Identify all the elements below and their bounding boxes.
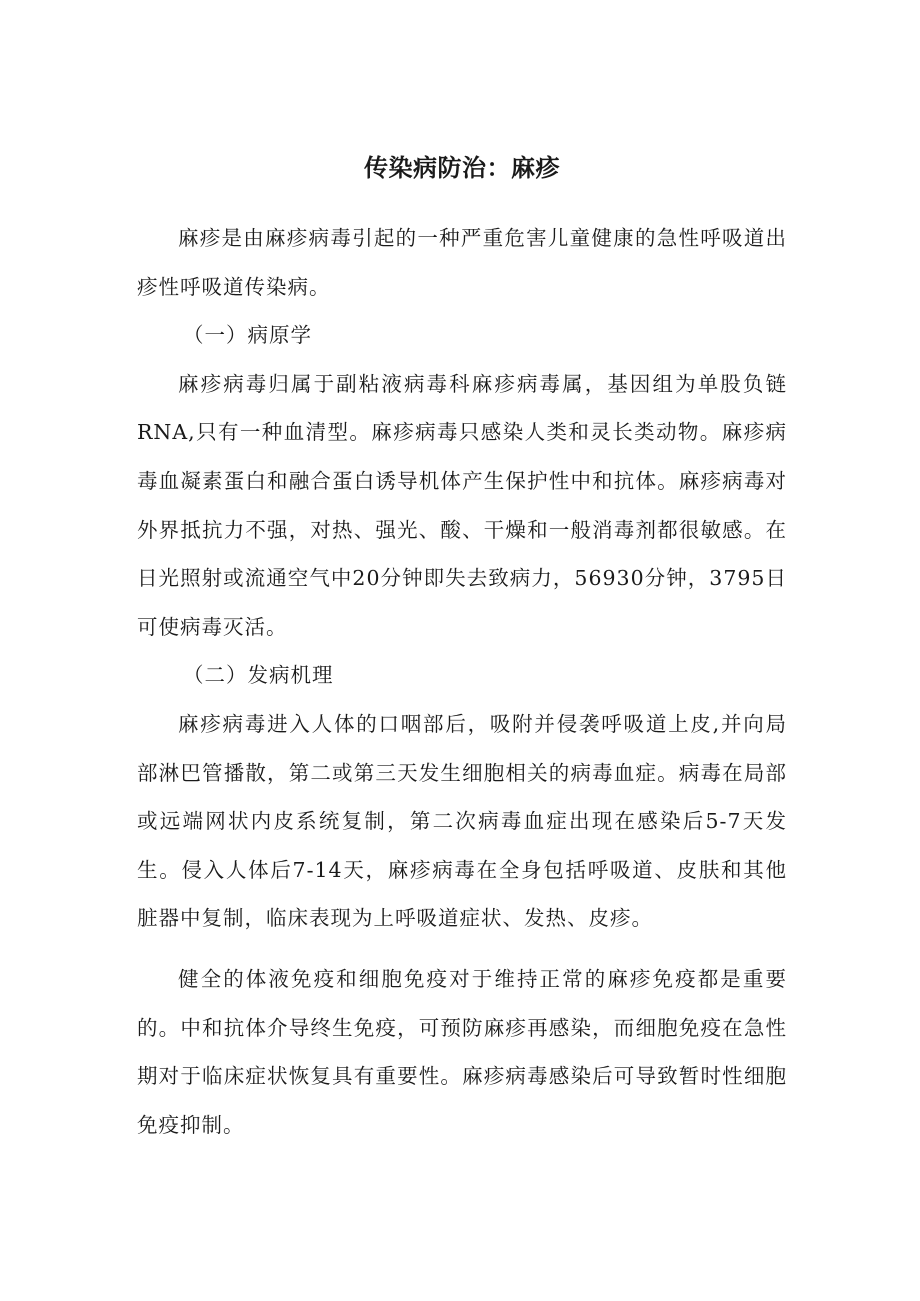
section-heading-pathogenesis: （二）发病机理 — [183, 663, 334, 688]
etiology-paragraph: 麻疹病毒归属于副粘液病毒科麻疹病毒属，基因组为单股负链RNA,只有一种血清型。麻疹病毒只感染人类和灵长类动物。麻疹病毒血凝素蛋白和融合蛋白诱导机体产生保护性中和抗体。麻疹病毒对外界抵抗力不强，对热、强光、酸、干燥和一般消毒剂都很敏感。在日光照射或流通空气中20分钟即失去致病力，56930分钟，3795日可使病毒灭活。 — [137, 371, 787, 639]
document-title: 传染病防治：麻疹 — [364, 154, 560, 182]
immunity-paragraph: 健全的体液免疫和细胞免疫对于维持正常的麻疹免疫都是重要的。中和抗体介导终生免疫，可预防麻疹再感染，而细胞免疫在急性期对于临床症状恢复具有重要性。麻疹病毒感染后可导致暂时性细胞免疫抑制。 — [137, 966, 787, 1137]
intro-paragraph: 麻疹是由麻疹病毒引起的一种严重危害儿童健康的急性呼吸道出疹性呼吸道传染病。 — [137, 226, 787, 299]
document-page — [137, 150, 787, 1149]
section-heading-etiology: （一）病原学 — [183, 323, 312, 348]
pathogenesis-paragraph: 麻疹病毒进入人体的口咽部后，吸附并侵袭呼吸道上皮,并向局部淋巴管播散，第二或第三天发生细胞相关的病毒血症。病毒在局部或远端网状内皮系统复制，第二次病毒血症出现在感染后5-7天发生。侵入人体后7-14天，麻疹病毒在全身包括呼吸道、皮肤和其他脏器中复制，临床表现为上呼吸道症状、发热、皮疹。 — [137, 711, 787, 931]
